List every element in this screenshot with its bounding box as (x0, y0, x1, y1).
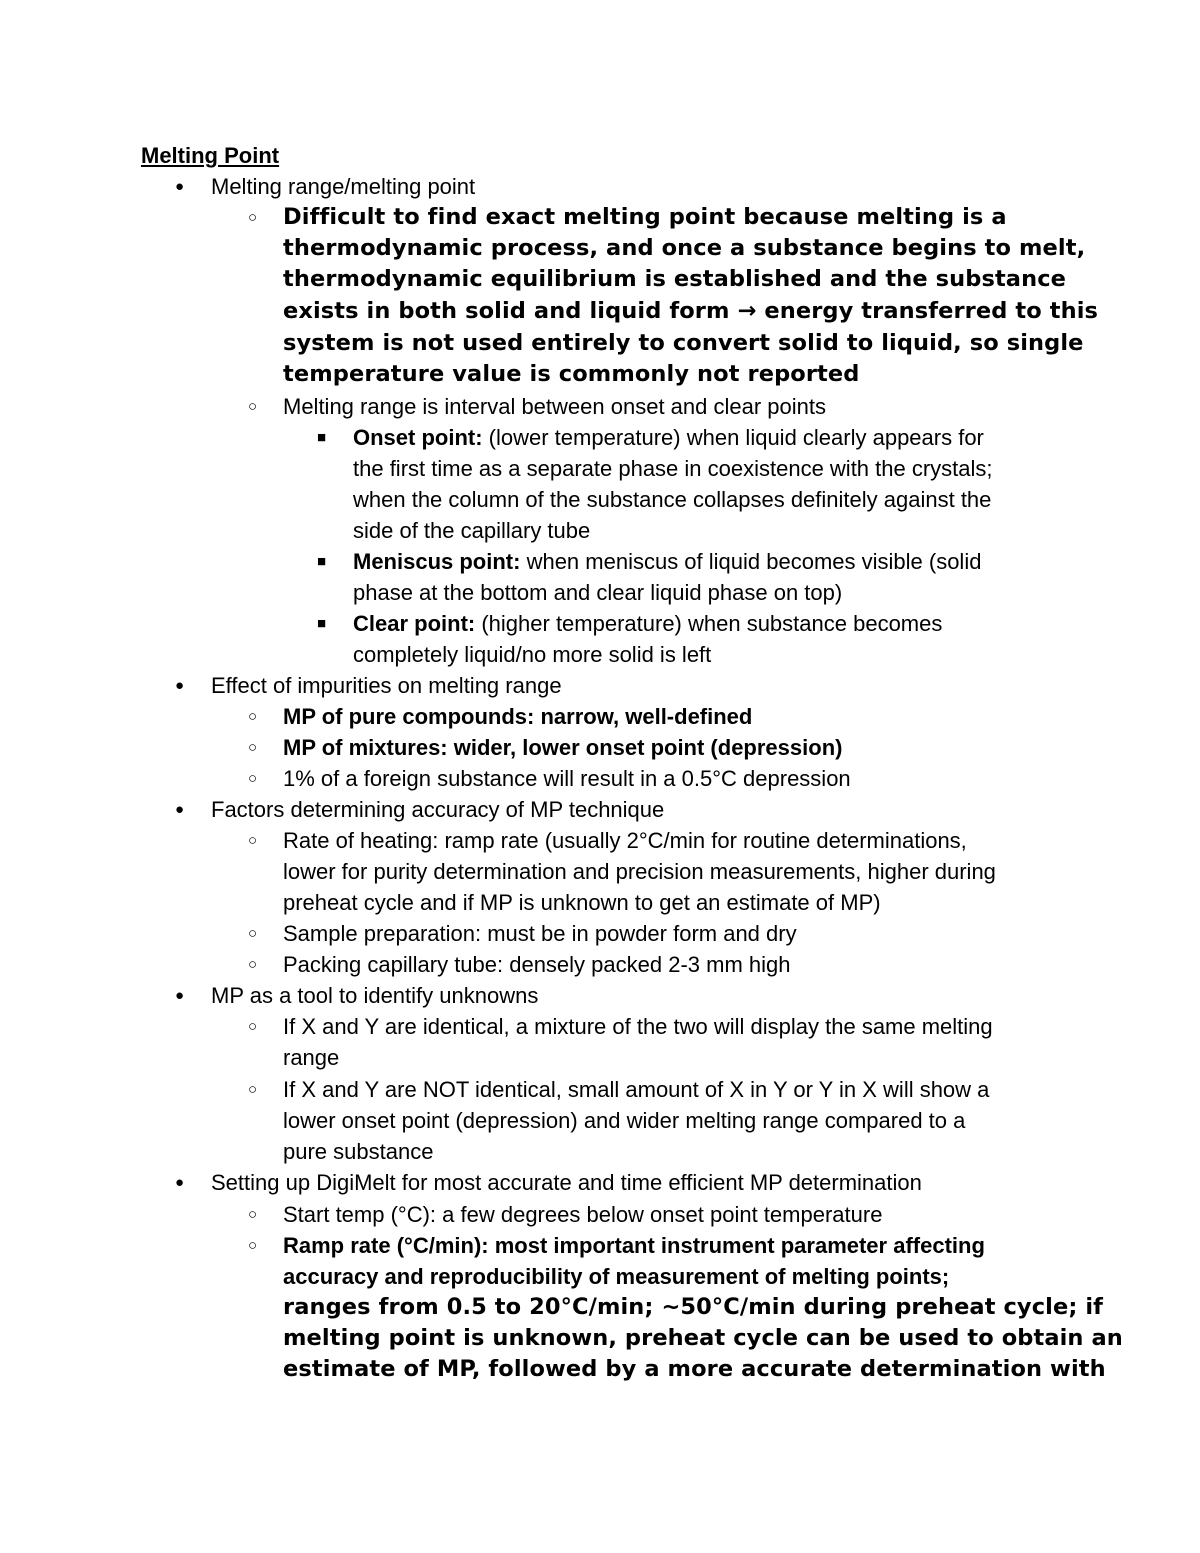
clear-point-item (353, 608, 942, 639)
paragraph-line: range (283, 1045, 340, 1070)
list-item: 1% of a foreign substance will result in a 0.5°C depression (283, 766, 851, 791)
list-item: Packing capillary tube: densely packed 2-3 mm high (283, 952, 791, 977)
bullet-marker: ● (175, 987, 185, 1004)
section-heading-unknowns: MP as a tool to identify unknowns (211, 983, 539, 1008)
list-item: MP of mixtures: wider, lower onset point (depression) (283, 735, 843, 760)
paragraph-line: ranges from 0.5 to 20°C/min; ~50°C/min during preheat cycle; if (283, 1294, 1104, 1320)
clear-point-label: Clear point: (353, 611, 476, 636)
sub-bullet-marker: ○ (248, 739, 258, 756)
list-item: Ramp rate (°C/min): most important instrument parameter affecting (283, 1233, 985, 1258)
bullet-marker: ● (175, 677, 185, 694)
section-heading-melting-range: Melting range/melting point (211, 174, 476, 199)
bullet-marker: ● (175, 1174, 185, 1191)
sub-bullet-marker: ○ (248, 956, 258, 973)
sub-bullet-marker: ○ (248, 209, 258, 226)
paragraph-line: thermodynamic process, and once a substance begins to melt, (283, 235, 1086, 261)
list-item: If X and Y are identical, a mixture of the two will display the same melting (283, 1014, 993, 1039)
clear-point-text: (higher temperature) when substance becomes (475, 611, 943, 636)
square-bullet-marker: ■ (317, 429, 327, 446)
meniscus-point-text: when meniscus of liquid becomes visible (solid (520, 549, 982, 574)
section-heading-digimelt: Setting up DigiMelt for most accurate and time efficient MP determination (211, 1170, 922, 1195)
paragraph-line: system is not used entirely to convert solid to liquid, so single (283, 330, 1084, 356)
paragraph-line: when the column of the substance collapses definitely against the (353, 487, 992, 512)
paragraph-line: thermodynamic equilibrium is established and the substance (283, 266, 1067, 292)
list-item: Start temp (°C): a few degrees below onset point temperature (283, 1202, 883, 1227)
sub-bullet-marker: ○ (248, 832, 258, 849)
sub-bullet-marker: ○ (248, 1237, 258, 1254)
paragraph-line: melting point is unknown, preheat cycle can be used to obtain an (283, 1325, 1123, 1351)
section-heading-impurities: Effect of impurities on melting range (211, 673, 562, 698)
page-title: Melting Point (141, 143, 280, 168)
sub-bullet-marker: ○ (248, 770, 258, 787)
sub-bullet-marker: ○ (248, 1206, 258, 1223)
paragraph-line: exists in both solid and liquid form → energy transferred to this (283, 298, 1099, 324)
meniscus-point-label: Meniscus point: (353, 549, 521, 574)
bullet-marker: ● (175, 801, 185, 818)
square-bullet-marker: ■ (317, 615, 327, 632)
paragraph-line: lower for purity determination and precision measurements, higher during (283, 859, 996, 884)
paragraph-line: accuracy and reproducibility of measurement of melting points; (283, 1264, 950, 1289)
meniscus-point-item (353, 546, 981, 577)
paragraph-line: lower onset point (depression) and wider melting range compared to a (283, 1108, 966, 1133)
paragraph-line: estimate of MP, followed by a more accurate determination with (283, 1356, 1106, 1382)
section-heading-accuracy: Factors determining accuracy of MP technique (211, 797, 665, 822)
paragraph-line: pure substance (283, 1139, 434, 1164)
paragraph-line: completely liquid/no more solid is left (353, 642, 712, 667)
paragraph-line: temperature value is commonly not reported (283, 361, 860, 387)
sub-bullet-marker: ○ (248, 925, 258, 942)
list-item: Sample preparation: must be in powder form and dry (283, 921, 797, 946)
paragraph-line: side of the capillary tube (353, 518, 591, 543)
bullet-marker: ● (175, 178, 185, 195)
sub-bullet-marker: ○ (248, 398, 258, 415)
paragraph-line: phase at the bottom and clear liquid phase on top) (353, 580, 843, 605)
onset-point-text: (lower temperature) when liquid clearly appears for (482, 425, 984, 450)
square-bullet-marker: ■ (317, 553, 327, 570)
onset-point-label: Onset point: (353, 425, 483, 450)
paragraph-line: Difficult to find exact melting point because melting is a (283, 204, 1007, 230)
sub-bullet-marker: ○ (248, 708, 258, 725)
list-item: Rate of heating: ramp rate (usually 2°C/min for routine determinations, (283, 828, 967, 853)
paragraph-line: preheat cycle and if MP is unknown to get an estimate of MP) (283, 890, 881, 915)
list-item: MP of pure compounds: narrow, well-defined (283, 704, 753, 729)
sub-bullet-marker: ○ (248, 1081, 258, 1098)
sub-bullet-marker: ○ (248, 1018, 258, 1035)
list-item: Melting range is interval between onset and clear points (283, 394, 826, 419)
onset-point-item (353, 422, 984, 453)
paragraph-line: the first time as a separate phase in coexistence with the crystals; (353, 456, 993, 481)
list-item: If X and Y are NOT identical, small amount of X in Y or Y in X will show a (283, 1077, 990, 1102)
